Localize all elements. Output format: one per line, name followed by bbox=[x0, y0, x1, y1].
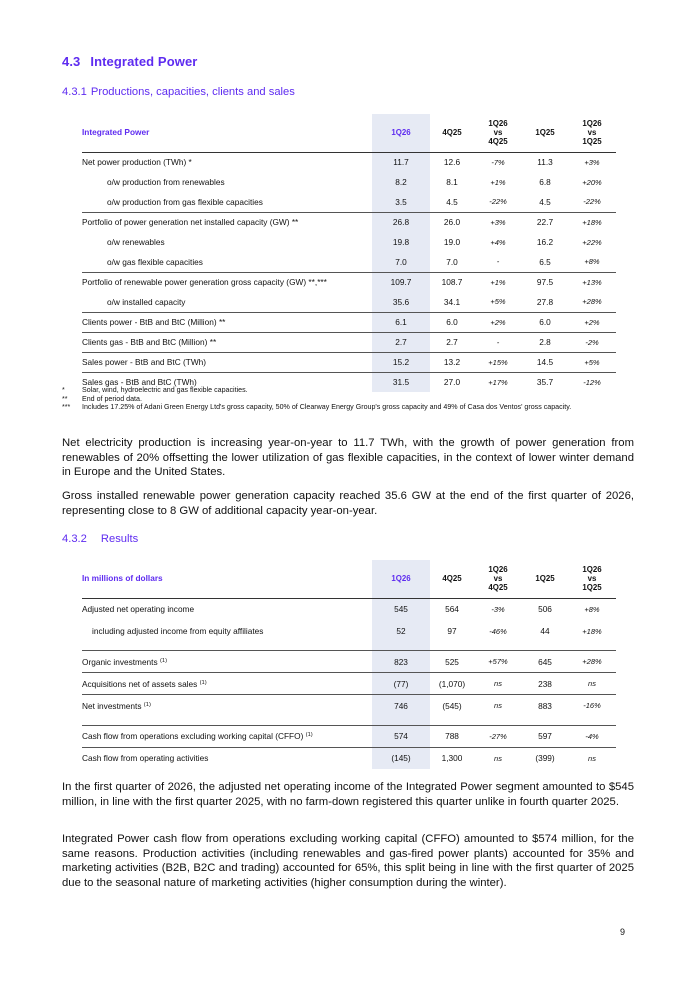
row-label: o/w renewables bbox=[107, 237, 165, 247]
row-label: Organic investments $^{(1)}$ bbox=[82, 656, 168, 667]
table-cell: 525 bbox=[445, 656, 459, 667]
subsection-number: 4.3.2 bbox=[62, 533, 87, 545]
col-header-vs-1q25: 1Q26 vs 1Q25 bbox=[582, 118, 602, 147]
table-cell: 97.5 bbox=[536, 277, 554, 288]
subsection-title: Results bbox=[100, 533, 139, 545]
table-cell: 574 bbox=[372, 725, 430, 747]
col-header-4q25: 4Q25 bbox=[442, 128, 462, 138]
table-row bbox=[82, 352, 616, 372]
footnote: * Solar, wind, hydroelectric and gas flexible capacities. bbox=[62, 386, 248, 394]
table-row bbox=[82, 620, 616, 642]
table-header-label: In millions of dollars bbox=[82, 573, 163, 584]
row-label: o/w production from gas flexible capacities bbox=[107, 196, 263, 207]
table-cell: 97 bbox=[447, 626, 457, 636]
table-cell: +2% bbox=[490, 317, 506, 327]
table-cell: +18% bbox=[582, 217, 602, 227]
table-cell: +18% bbox=[582, 626, 602, 636]
table-cell: 52 bbox=[372, 620, 430, 642]
table-cell: +3% bbox=[584, 157, 600, 167]
table-cell: 6.1 bbox=[372, 312, 430, 332]
table-cell: -27% bbox=[489, 731, 507, 741]
table-cell: +57% bbox=[488, 657, 508, 666]
table-cell: 545 bbox=[372, 598, 430, 620]
table-cell bbox=[522, 717, 568, 726]
row-label: o/w installed capacity bbox=[107, 296, 186, 307]
row-label: Sales gas - BtB and BtC (TWh) bbox=[82, 377, 197, 388]
table-cell: (77) bbox=[372, 673, 430, 695]
subsection-heading-results bbox=[62, 533, 138, 545]
integrated-power-operations-table bbox=[82, 114, 616, 392]
col-header-vs-4q25: 1Q26 vs 4Q25 bbox=[488, 564, 508, 593]
table-cell: +3% bbox=[490, 217, 506, 227]
row-label: Net power production (TWh) * bbox=[82, 157, 192, 168]
table-cell: 506 bbox=[538, 604, 552, 615]
table-cell bbox=[82, 717, 372, 726]
row-label: o/w production from renewables bbox=[107, 177, 225, 187]
table-cell: -22% bbox=[583, 197, 601, 207]
table-cell: 11.3 bbox=[537, 157, 553, 168]
table-cell: 3.5 bbox=[372, 192, 430, 212]
row-label: Portfolio of power generation net installed capacity (GW) ** bbox=[82, 217, 299, 228]
table-row bbox=[82, 292, 616, 312]
table-cell bbox=[372, 642, 430, 651]
section-heading bbox=[62, 54, 197, 69]
table-cell: 34.1 bbox=[443, 296, 461, 307]
table-cell: 823 bbox=[372, 651, 430, 673]
table-cell: -7% bbox=[491, 157, 505, 167]
table-cell: 4.5 bbox=[446, 196, 458, 207]
table-cell: 108.7 bbox=[441, 277, 463, 288]
table-cell: 8.1 bbox=[446, 177, 458, 187]
table-cell: 746 bbox=[372, 695, 430, 717]
table-cell: 7.0 bbox=[446, 256, 458, 267]
table-cell: 109.7 bbox=[372, 272, 430, 292]
table-cell: ns bbox=[494, 753, 502, 763]
table-cell: ns bbox=[494, 701, 502, 711]
table-cell: 27.0 bbox=[443, 377, 461, 388]
table-cell: +8% bbox=[584, 257, 600, 267]
table-cell: +4% bbox=[490, 237, 506, 247]
table-cell: 31.5 bbox=[372, 372, 430, 392]
table-cell: (1,070) bbox=[438, 678, 466, 689]
table-row bbox=[82, 651, 616, 673]
table-cell: 15.2 bbox=[372, 352, 430, 372]
footnote: *** Includes 17.25% of Adani Green Energy Ltd's gross capacity, 50% of Clearway Energy Group's gross capacity and 49% of Casa dos Ventos' gross capacity. bbox=[62, 403, 572, 412]
table-cell: 11.7 bbox=[372, 152, 430, 172]
table-cell: 7.0 bbox=[372, 252, 430, 272]
table-footnotes bbox=[62, 386, 622, 412]
table-cell: +5% bbox=[584, 357, 600, 367]
table-row bbox=[82, 695, 616, 717]
table-cell: (145) bbox=[372, 747, 430, 769]
table-cell: 564 bbox=[445, 604, 459, 615]
table-row bbox=[82, 673, 616, 695]
table-cell bbox=[474, 717, 522, 726]
table-cell: 13.2 bbox=[443, 357, 461, 367]
table-cell: 35.6 bbox=[372, 292, 430, 312]
table-cell: 12.6 bbox=[443, 157, 461, 168]
table-cell: 22.7 bbox=[536, 217, 554, 228]
page-number: 9 bbox=[620, 927, 626, 937]
table-row bbox=[82, 725, 616, 747]
table-cell: 44 bbox=[540, 626, 550, 636]
table-cell bbox=[522, 642, 568, 651]
table-cell bbox=[568, 717, 616, 726]
table-cell: 238 bbox=[538, 678, 552, 689]
table-cell: +15% bbox=[488, 357, 508, 367]
row-label: Clients gas - BtB and BtC (Million) ** bbox=[82, 337, 217, 347]
table-header-row bbox=[82, 560, 616, 598]
table-row bbox=[82, 252, 616, 272]
col-header-vs-4q25: 1Q26 vs 4Q25 bbox=[488, 118, 508, 147]
table-cell: (399) bbox=[535, 753, 555, 764]
section-title: Integrated Power bbox=[90, 54, 198, 69]
paragraph-production: Net electricity production is increasing year-on-year to 11.7 TWh, with the growth of power generation from renewables of 20% offsetting the lower utilization of gas flexible capacities, in the context of lower winter demand in Europe and the United States. bbox=[62, 437, 634, 479]
table-row bbox=[82, 312, 616, 332]
table-cell: -16% bbox=[583, 701, 601, 711]
table-cell: -12% bbox=[583, 377, 601, 387]
table-cell: 1,300 bbox=[441, 753, 463, 764]
table-cell: +17% bbox=[488, 377, 508, 387]
table-cell: 6.0 bbox=[446, 317, 458, 327]
table-cell: +1% bbox=[490, 177, 506, 187]
col-header-4q25: 4Q25 bbox=[442, 574, 462, 584]
table-header-row bbox=[82, 114, 616, 152]
row-label: Adjusted net operating income bbox=[82, 604, 195, 615]
table-cell: 597 bbox=[538, 731, 552, 741]
row-label: including adjusted income from equity affiliates bbox=[92, 626, 264, 636]
col-header-1q25: 1Q25 bbox=[535, 128, 555, 138]
table-cell: -4% bbox=[585, 731, 599, 741]
paragraph-net-income: In the first quarter of 2026, the adjusted net operating income of the Integrated Power segment amounted to $545 million, in line with the first quarter 2025, with no farm-down registered this quarter unlike in fourth quarter 2025. bbox=[62, 781, 634, 808]
paragraph-capacity: Gross installed renewable power generation capacity reached 35.6 GW at the end of the first quarter of 2026, representing close to 8 GW of additional capacity year-on-year. bbox=[62, 490, 634, 517]
subsection-number: 4.3.1 bbox=[62, 86, 87, 98]
row-label: Net investments $^{(1)}$ bbox=[82, 700, 151, 711]
col-header-1q26: 1Q26 bbox=[372, 560, 430, 598]
table-cell: -46% bbox=[489, 626, 507, 636]
table-cell: +1% bbox=[490, 277, 506, 287]
table-row bbox=[82, 192, 616, 212]
table-cell: 788 bbox=[445, 731, 459, 741]
table-cell: - bbox=[496, 257, 500, 267]
table-spacer bbox=[82, 642, 616, 651]
table-cell: 14.5 bbox=[536, 357, 554, 367]
table-cell: +8% bbox=[584, 604, 600, 614]
table-cell: 26.8 bbox=[372, 212, 430, 232]
table-cell: ns bbox=[588, 679, 596, 688]
row-label: Cash flow from operating activities bbox=[82, 753, 209, 764]
table-cell: +5% bbox=[490, 297, 506, 307]
row-label: Portfolio of renewable power generation gross capacity (GW) **,*** bbox=[82, 277, 327, 288]
table-cell bbox=[474, 642, 522, 651]
table-cell bbox=[82, 642, 372, 651]
table-cell: -22% bbox=[489, 197, 507, 207]
table-cell: 35.7 bbox=[536, 377, 554, 388]
table-cell: 883 bbox=[538, 700, 552, 711]
footnote: ** End of period data. bbox=[62, 394, 142, 403]
table-header-label: Integrated Power bbox=[82, 127, 150, 138]
table-spacer bbox=[82, 717, 616, 726]
row-label: Sales power - BtB and BtC (TWh) bbox=[82, 357, 207, 367]
table-cell: +2% bbox=[584, 317, 600, 327]
table-cell: 6.8 bbox=[539, 177, 551, 187]
table-row bbox=[82, 152, 616, 172]
col-header-1q26: 1Q26 bbox=[372, 114, 430, 152]
table-cell: ns bbox=[494, 679, 502, 688]
table-cell: -2% bbox=[585, 337, 599, 347]
col-header-vs-1q25: 1Q26 vs 1Q25 bbox=[582, 564, 602, 593]
table-cell bbox=[568, 642, 616, 651]
table-cell: 6.0 bbox=[539, 317, 551, 327]
table-cell: ns bbox=[588, 753, 596, 763]
row-label: o/w gas flexible capacities bbox=[107, 256, 203, 267]
col-header-1q25: 1Q25 bbox=[535, 574, 555, 584]
table-cell: 19.0 bbox=[443, 237, 461, 247]
table-cell: 16.2 bbox=[536, 237, 554, 247]
table-cell: +20% bbox=[582, 177, 602, 187]
table-cell: (545) bbox=[442, 700, 462, 711]
table-cell: -3% bbox=[491, 604, 505, 614]
table-cell: +28% bbox=[582, 297, 602, 307]
subsection-title: Productions, capacities, clients and sales bbox=[90, 86, 295, 98]
table-cell: 645 bbox=[538, 656, 552, 667]
table-row bbox=[82, 232, 616, 252]
table-row bbox=[82, 332, 616, 352]
table-cell: 6.5 bbox=[539, 256, 551, 267]
row-label: Acquisitions net of assets sales $^{(1)}$ bbox=[82, 678, 207, 689]
table-cell: 2.7 bbox=[446, 337, 458, 347]
row-label: Cash flow from operations excluding working capital (CFFO) $^{(1)}$ bbox=[82, 731, 313, 741]
table-row bbox=[82, 598, 616, 620]
table-cell: 19.8 bbox=[372, 232, 430, 252]
table-cell: 4.5 bbox=[539, 196, 551, 207]
table-cell bbox=[430, 717, 474, 726]
table-cell: +13% bbox=[582, 277, 602, 287]
integrated-power-results-table bbox=[82, 560, 616, 769]
table-cell: +28% bbox=[582, 657, 602, 666]
table-cell: 8.2 bbox=[372, 172, 430, 192]
subsection-heading-productions bbox=[62, 86, 295, 98]
table-cell: 26.0 bbox=[443, 217, 461, 228]
table-row bbox=[82, 272, 616, 292]
table-cell: 2.8 bbox=[539, 337, 551, 347]
row-label: Clients power - BtB and BtC (Million) ** bbox=[82, 317, 226, 327]
table-row bbox=[82, 172, 616, 192]
section-number: 4.3 bbox=[62, 54, 81, 69]
table-cell: - bbox=[496, 337, 500, 347]
paragraph-cffo: Integrated Power cash flow from operations excluding working capital (CFFO) amounted to $574 million, for the same reasons. Production activities (including renewables and gas-fired power plants) accounted for 35% and marketing activities (B2B, B2C and trading) accounted for 65%, this split being in line with the first quarter of 2025 due to the seasonal nature of marketing activities (higher consumption during the winter). bbox=[62, 833, 634, 889]
table-cell: +22% bbox=[582, 237, 602, 247]
table-cell bbox=[372, 717, 430, 726]
table-cell: 27.8 bbox=[536, 296, 554, 307]
table-cell bbox=[430, 642, 474, 651]
table-row bbox=[82, 212, 616, 232]
table-cell: 2.7 bbox=[372, 332, 430, 352]
table-row bbox=[82, 747, 616, 769]
